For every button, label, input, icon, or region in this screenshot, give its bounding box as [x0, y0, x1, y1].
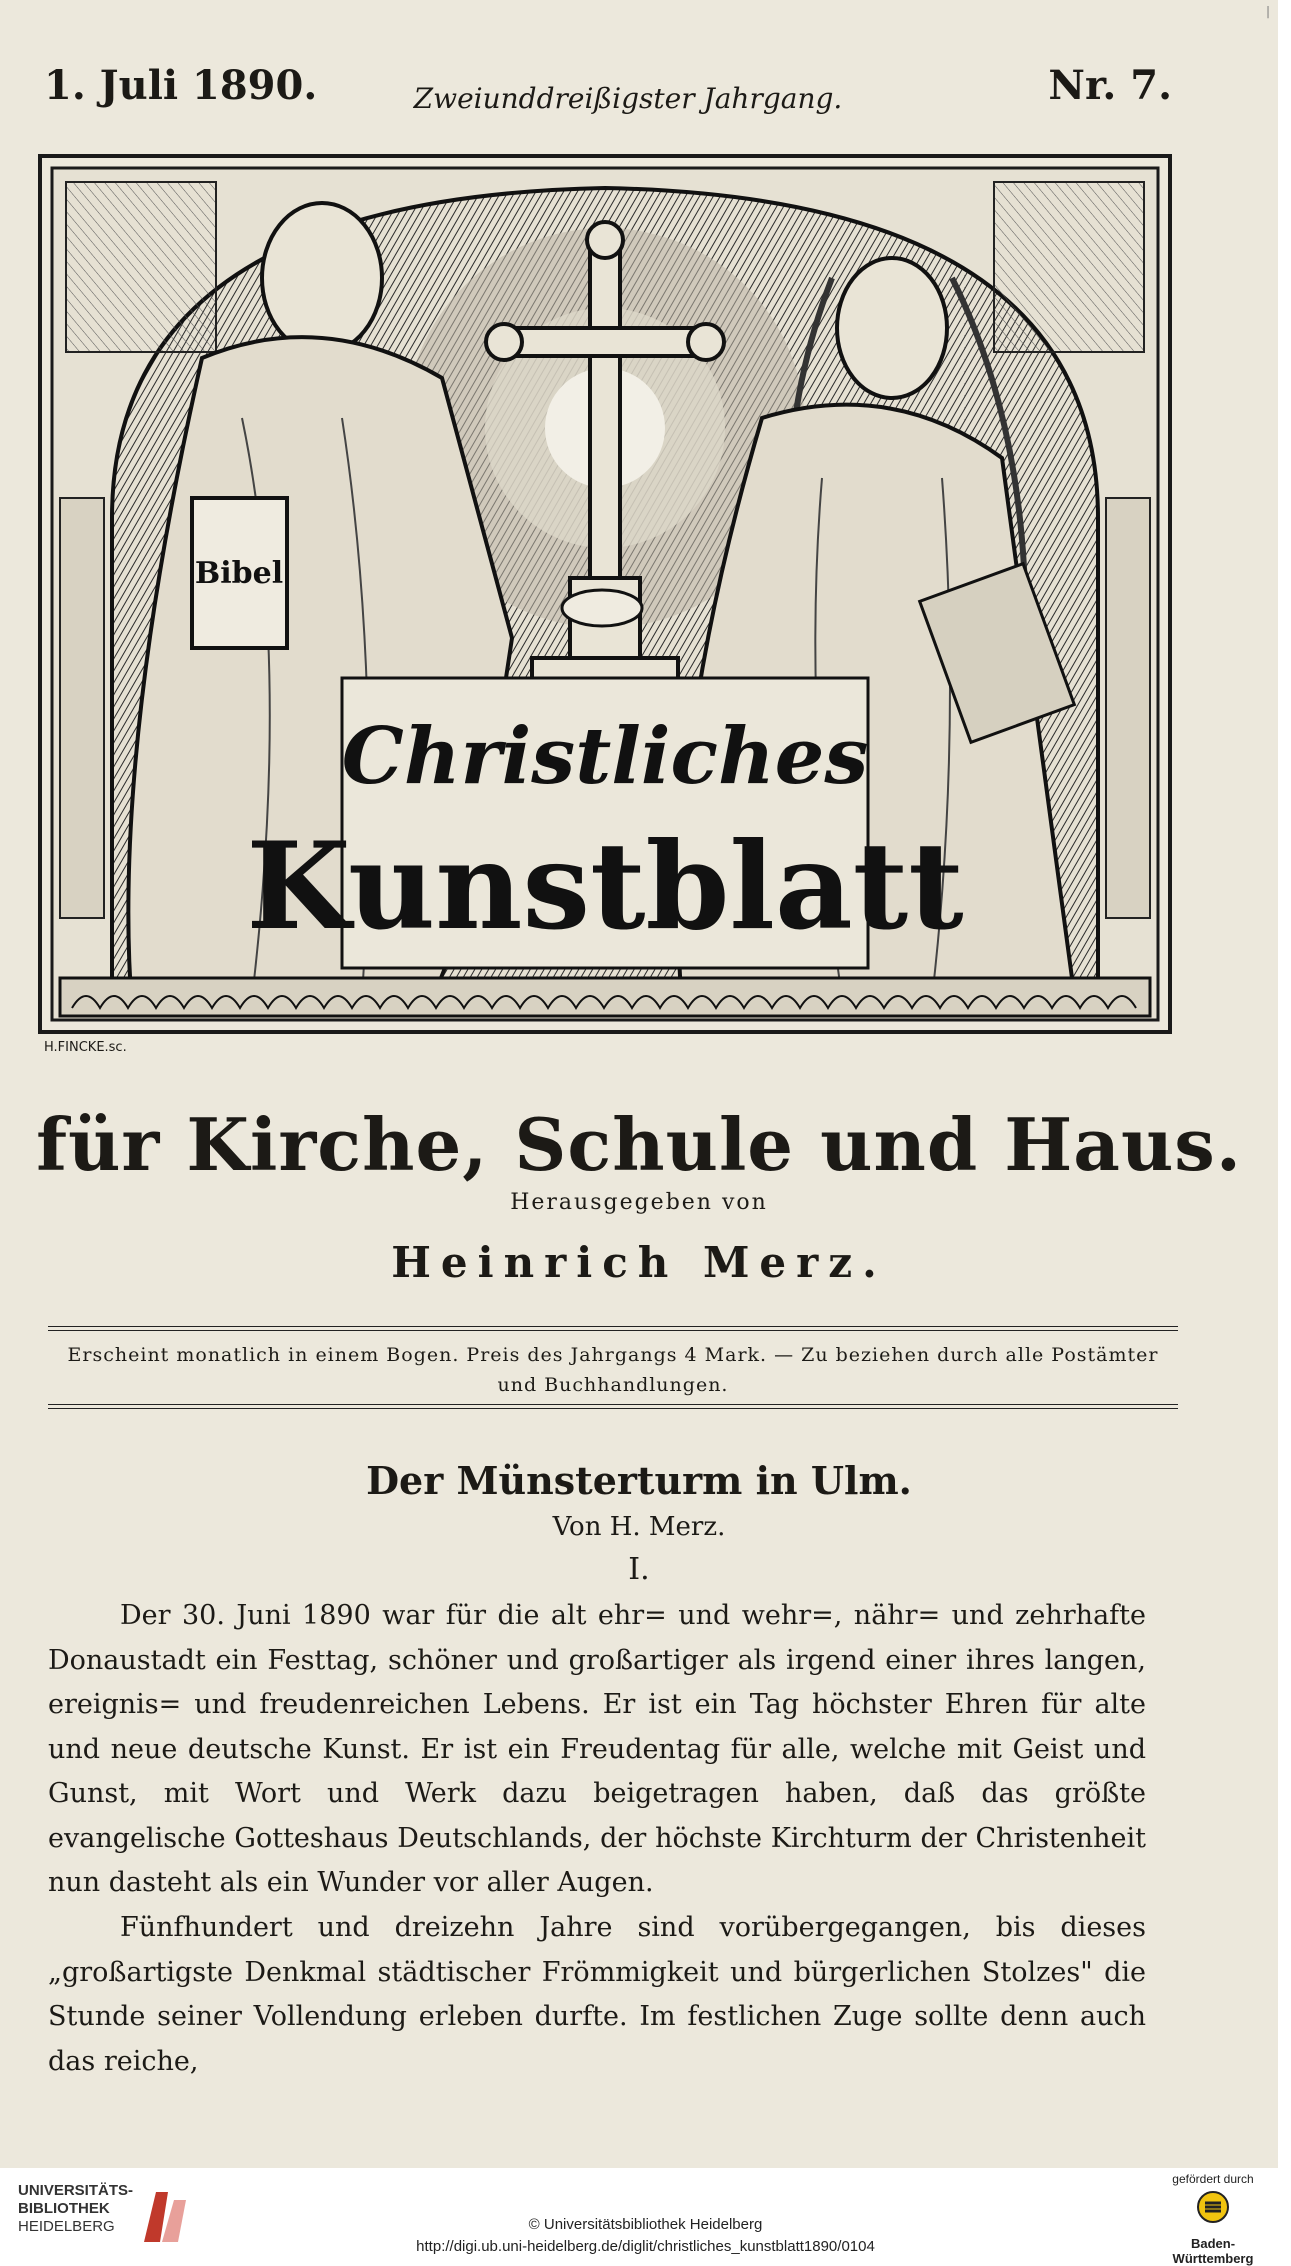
sponsor-block	[1153, 2172, 1273, 2266]
editor-label: Herausgegeben von	[510, 1190, 768, 1215]
editor-name: Heinrich Merz.	[391, 1238, 887, 1287]
issue-date: 1. Juli 1890.	[44, 62, 318, 109]
article-title: Der Münsterturm in Ulm.	[366, 1458, 912, 1503]
rule-bottom-inner	[48, 1408, 1178, 1409]
permalink-url[interactable]: http://digi.ub.uni-heidelberg.de/diglit/christliches_kunstblatt1890/0104	[416, 2238, 875, 2255]
library-line-1: UNIVERSITÄTS-	[18, 2182, 134, 2199]
masthead-title-line1: Christliches	[341, 711, 869, 802]
article-paragraph: Der 30. Juni 1890 war für die alt ehr= und wehr=, nähr= und zehrhafte Donaustadt ein Festtag, schöner und großartiger als irgend einer ihres langen, ereignis= und freudenreichen Lebens. Er ist ein Tag höchster Ehren für alte und neue deutsche Kunst. Er ist ein Freudentag für alle, welche mit Geist und Gunst, mit Wort und Werk dazu beigetragen haben, daß das größte evangelische Gotteshaus Deutschlands, der höchste Kirchturm der Christenheit nun dasteht als ein Wunder vor aller Augen.	[48, 1600, 1146, 1898]
rule-bottom	[48, 1404, 1178, 1405]
sponsor-label: gefördert durch	[1172, 2172, 1254, 2186]
rule-top-inner	[48, 1330, 1178, 1331]
article-paragraph: Fünfhundert und dreizehn Jahre sind vorübergegangen, bis dieses „großartigste Denkmal städtischer Frömmigkeit und bürgerlichen Stolzes" die Stunde seiner Vollendung erleben durfte. Im festlichen Zuge sollte denn auch das reiche,	[48, 1912, 1146, 2077]
copyright-notice: © Universitätsbibliothek Heidelberg	[528, 2216, 763, 2233]
rule-top	[48, 1326, 1178, 1327]
masthead-subtitle: für Kirche, Schule und Haus.	[36, 1102, 1242, 1187]
corner-ornament-left	[66, 182, 216, 352]
page-edge-mark: |	[1265, 4, 1270, 18]
engraving-svg	[42, 158, 1168, 1030]
library-line-2: BIBLIOTHEK	[18, 2200, 110, 2217]
masthead-title-line2: Kunstblatt	[246, 816, 964, 957]
page-header	[44, 62, 1172, 122]
volume-label: Zweiunddreißigster Jahrgang.	[413, 82, 843, 115]
library-line-3: HEIDELBERG	[18, 2218, 115, 2235]
corner-ornament-right	[994, 182, 1144, 352]
subscription-notice	[48, 1340, 1178, 1400]
bible-label: Bibel	[194, 556, 284, 591]
issue-number: Nr. 7.	[1048, 62, 1172, 109]
notice-line-1: Erscheint monatlich in einem Bogen. Preis des Jahrgangs 4 Mark. — Zu beziehen durch alle Postämter	[67, 1344, 1159, 1366]
clasped-hands	[562, 590, 642, 626]
engraver-signature: H.FINCKE.sc.	[44, 1040, 127, 1055]
section-number: I.	[628, 1552, 650, 1587]
sponsor-name: Baden-Württemberg	[1172, 2236, 1254, 2266]
notice-line-2: und Buchhandlungen.	[497, 1374, 729, 1396]
article-byline: Von H. Merz.	[552, 1512, 726, 1542]
masthead-illustration	[38, 154, 1172, 1034]
state-crest-icon	[1196, 2190, 1230, 2224]
